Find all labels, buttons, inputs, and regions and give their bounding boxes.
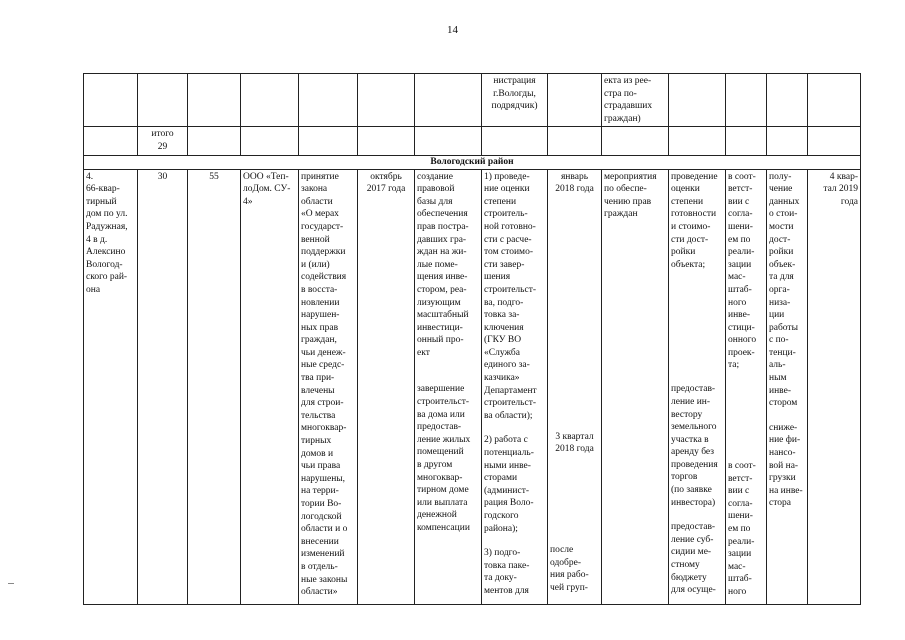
basis-1: в соот- ветст- вии с согла- шени- ем по реали- зации мас- штаб- ного инве- стици- онного проек- та; — [728, 171, 757, 371]
cell-people: 55 — [188, 169, 241, 604]
cell-developer: ООО «Теп- лоДом. СУ- 4» — [241, 169, 299, 604]
table-row-total — [84, 127, 861, 155]
goal-2: завершение строительст- ва дома или предостав- ление жилых помещений в другом многоквар- тирном доме или выплата денежной компенсации — [417, 384, 471, 533]
result-2: предостав- ление ин- вестору земельного участка в аренду без проведения торгов (по заявке инвестора) — [671, 384, 718, 508]
cell-measure: принятие закона области «О мерах государст- венной поддержки и (или) содействия в восста- новлении нарушен- ных прав граждан, чьи денеж- ные средс- тва при- влечены для строи- тельства многоквар- тирных домов и чьи права нарушены, на терри- тории Во- логодской области и о внесении изменений в отдель- ные законы области» — [299, 169, 358, 604]
cell-term — [548, 169, 602, 604]
cell-completion: 4 квар- тал 2019 года — [808, 169, 861, 604]
cell-action-continued: нистрация г.Вологды, подрядчик) — [482, 74, 548, 127]
effect-2: сниже- ние фи- нансо- вой на- грузки на инве- стора — [769, 422, 803, 509]
table-row-continued — [84, 74, 861, 127]
result-3: предостав- ление суб- сидии ме- стному бюджету для осуще- — [671, 522, 716, 596]
page-edge-mark — [8, 583, 14, 584]
cell-deadline: октябрь 2017 года — [358, 169, 415, 604]
action-3: 3) подго- товка паке- та доку- ментов для — [484, 548, 530, 596]
result-1: проведение оценки степени готовности и стоимо- сти дост- ройки объекта; — [671, 171, 718, 270]
action-2: 2) работа с потенциаль- ными инве- сторами (админист- рация Воло- годского района); — [484, 435, 534, 534]
table-row-region — [84, 155, 861, 169]
cell-result — [669, 169, 726, 604]
term-2: 3 квартал 2018 года — [555, 431, 594, 455]
action-1: 1) проведе- ние оценки степени строитель- ной готовно- сти с расче- том стоимо- сти завер- шения строительст- ва, подго- товка за- ключения (ГКУ ВО «Служба единого за- казчика» Департамент строительст- ва области); — [484, 171, 537, 421]
cell-total-label: итого 29 — [138, 127, 188, 155]
document-table — [83, 73, 861, 605]
cell-address: 4. 66-квар- тирный дом по ул. Радужная, 4 в д. Алексино Вологод- ского рай- она — [84, 169, 138, 604]
goal-1: создание правовой базы для обеспечения прав постра- давших гра- ждан на жи- лые поме- щения инве- стором, реа- лизующим масштабный инвестици- онный про- ект — [417, 171, 469, 358]
term-1: январь 2018 года — [555, 171, 594, 195]
cell-measures-continued: екта из рее- стра по- страдавших граждан) — [602, 74, 669, 127]
basis-2: в соот- ветст- вии с согла- шени- ем по реали- зации мас- штаб- ного — [728, 461, 756, 597]
cell-apartments: 30 — [138, 169, 188, 604]
term-3: после одобре- ния рабо- чей груп- — [550, 544, 589, 593]
cell-basis — [726, 169, 767, 604]
cell-goal — [415, 169, 482, 604]
cell-effect — [767, 169, 808, 604]
page-number: 14 — [447, 24, 458, 36]
cell-measures: мероприятия по обеспе- чению прав граждан — [602, 169, 669, 604]
effect-1: полу- чение данных о стои- мости дост- ройки объек- та для орга- низа- ции работы с по- тенци- аль- ным инве- стором — [769, 171, 800, 409]
table-row — [84, 169, 861, 604]
cell-action — [482, 169, 548, 604]
region-heading: Вологодский район — [84, 155, 861, 169]
